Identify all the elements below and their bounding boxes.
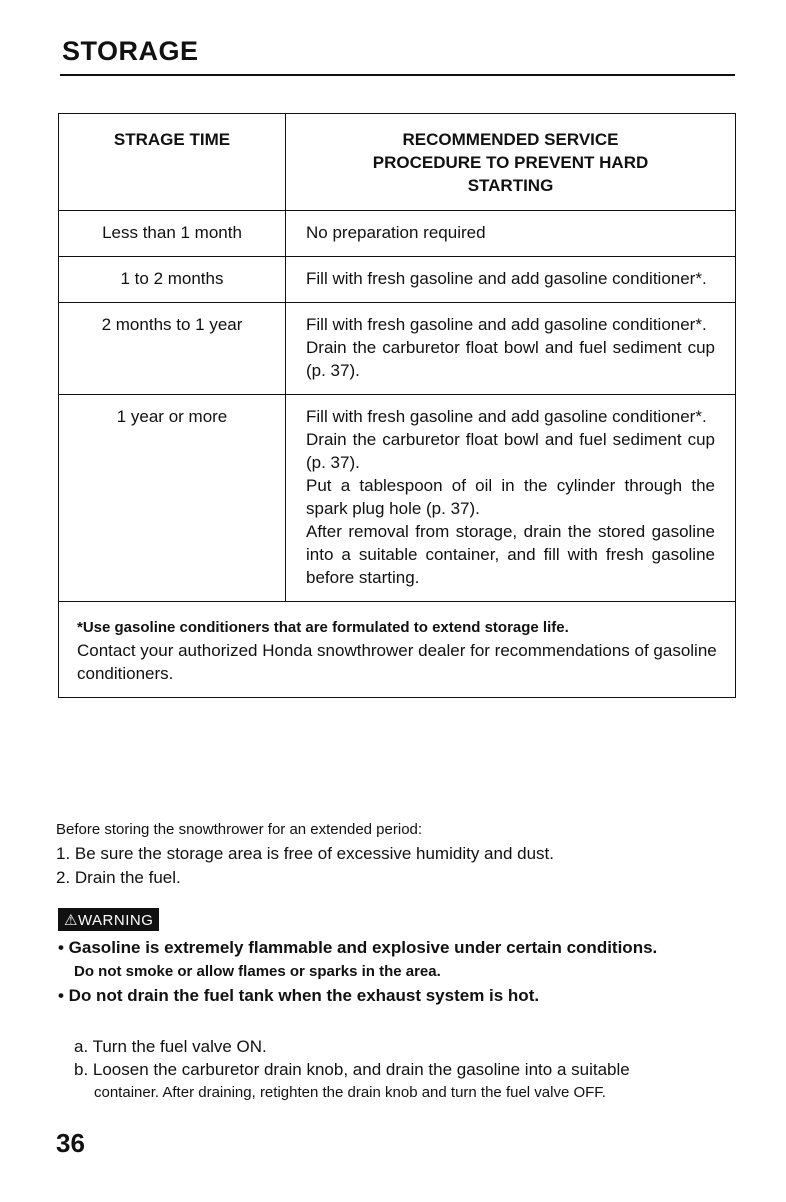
footnote-star: *Use gasoline conditioners that are formulated to extend storage life. — [77, 619, 569, 636]
substep: b. Loosen the carburetor drain knob, and drain the gasoline into a suitable — [74, 1060, 630, 1079]
row-storage-time: Less than 1 month — [59, 211, 286, 257]
footnote-text: Contact your authorized Honda snowthrower dealer for recommendations of gasoline conditioners. — [77, 641, 717, 683]
procedure-line: Fill with fresh gasoline and add gasoline conditioner*. — [306, 407, 707, 426]
table-header-row — [59, 114, 736, 211]
table-row — [59, 303, 736, 395]
storage-step: 1. Be sure the storage area is free of excessive humidity and dust. — [56, 844, 554, 863]
substep-continuation: container. After draining, retighten the drain knob and turn the fuel valve OFF. — [94, 1084, 606, 1101]
warning-item: • Gasoline is extremely flammable and explosive under certain conditions. — [58, 938, 658, 957]
column-header-procedure: RECOMMENDED SERVICE PROCEDURE TO PREVENT HARD STARTING — [286, 114, 736, 211]
row-procedure — [286, 303, 736, 395]
procedure-line: Fill with fresh gasoline and add gasoline conditioner*. — [306, 269, 707, 288]
drain-substeps — [74, 1035, 734, 1104]
table-row — [59, 257, 736, 303]
procedure-line: Drain the carburetor float bowl and fuel sediment cup (p. 37). — [306, 430, 715, 472]
title-divider — [60, 74, 735, 76]
warning-subtext: Do not smoke or allow flames or sparks in the area. — [74, 963, 441, 980]
procedure-line: Put a tablespoon of oil in the cylinder through the spark plug hole (p. 37). — [306, 476, 715, 518]
page-title: STORAGE — [62, 36, 199, 66]
warning-badge: ⚠WARNING — [58, 908, 159, 931]
row-procedure — [286, 257, 736, 303]
warning-item: • Do not drain the fuel tank when the exhaust system is hot. — [58, 986, 540, 1005]
procedure-line: Fill with fresh gasoline and add gasoline conditioner*. — [306, 315, 707, 334]
warning-list — [58, 936, 748, 1008]
row-storage-time: 1 year or more — [59, 395, 286, 602]
storage-step: 2. Drain the fuel. — [56, 868, 181, 887]
table-footnote-row — [59, 602, 736, 698]
table-row — [59, 395, 736, 602]
procedure-line: Drain the carburetor float bowl and fuel sediment cup (p. 37). — [306, 338, 715, 380]
procedure-line: No preparation required — [306, 223, 486, 242]
row-procedure — [286, 211, 736, 257]
storage-table — [58, 113, 736, 698]
row-procedure — [286, 395, 736, 602]
before-storing-intro: Before storing the snowthrower for an extended period: — [56, 821, 423, 838]
before-storing-section — [56, 818, 746, 890]
table-footnote — [59, 602, 736, 698]
column-header-storage-time: STRAGE TIME — [59, 114, 286, 211]
procedure-line: After removal from storage, drain the stored gasoline into a suitable container, and fill with fresh gasoline before starting. — [306, 522, 715, 587]
substep: a. Turn the fuel valve ON. — [74, 1037, 267, 1056]
row-storage-time: 1 to 2 months — [59, 257, 286, 303]
row-storage-time: 2 months to 1 year — [59, 303, 286, 395]
table-row — [59, 211, 736, 257]
page-number: 36 — [56, 1128, 85, 1158]
